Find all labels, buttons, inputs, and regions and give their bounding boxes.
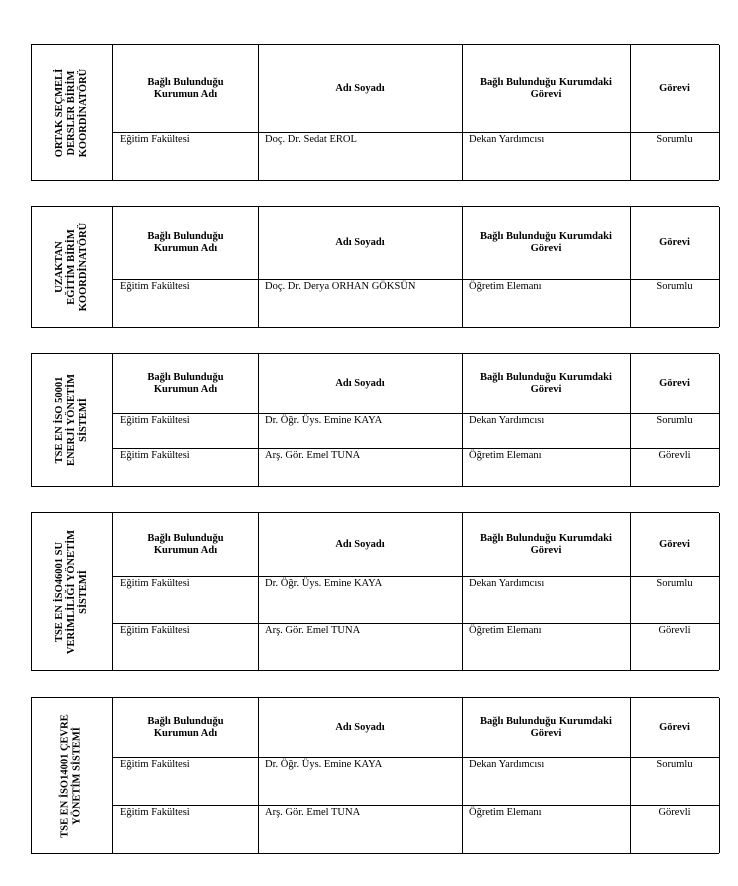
side-title-line: ENERJİ YÖNETİM <box>66 373 77 467</box>
side-title-text <box>54 68 90 156</box>
cell-position: Öğretim Elemanı <box>469 450 542 461</box>
row-divider <box>113 623 719 624</box>
cell-position: Öğretim Elemanı <box>469 625 542 636</box>
cell-role: Görevli <box>658 625 691 636</box>
table-grid <box>113 698 720 853</box>
cell-institution: Eğitim Fakültesi <box>120 759 190 770</box>
assignment-table <box>31 512 719 671</box>
cell-name: Dr. Öğr. Üys. Emine KAYA <box>265 415 383 426</box>
side-title-line: TSE EN İSO14001 ÇEVRE <box>60 713 71 838</box>
header-divider <box>113 413 719 414</box>
header-role: Görevi <box>659 82 690 94</box>
cell-position: Dekan Yardımcısı <box>469 578 545 589</box>
row-divider <box>113 448 719 449</box>
side-title-line: KOORDİNATÖRÜ <box>78 68 90 157</box>
header-institution: Bağlı Bulunduğu Kurumun Adı <box>147 715 224 739</box>
cell-position: Dekan Yardımcısı <box>469 415 545 426</box>
side-title-text <box>60 714 84 837</box>
cell-institution: Eğitim Fakültesi <box>120 578 190 589</box>
side-title-text <box>54 374 90 466</box>
cell-institution: Eğitim Fakültesi <box>120 134 190 145</box>
header-position: Bağlı Bulunduğu Kurumdaki Görevi <box>480 532 612 556</box>
table-side-title <box>32 207 113 327</box>
header-role: Görevi <box>659 237 690 248</box>
cell-role: Sorumlu <box>656 759 693 770</box>
header-name: Adı Soyadı <box>335 721 385 733</box>
cell-name: Dr. Öğr. Üys. Emine KAYA <box>265 759 383 770</box>
table-grid <box>113 354 720 486</box>
side-title-text <box>54 529 90 653</box>
side-title-line: ORTAK SEÇMELİ <box>54 68 66 157</box>
header-institution: Bağlı Bulunduğu Kurumun Adı <box>147 76 224 100</box>
cell-role: Sorumlu <box>656 578 693 589</box>
row-divider <box>113 805 719 806</box>
header-position: Bağlı Bulunduğu Kurumdaki Görevi <box>480 371 612 395</box>
header-institution: Bağlı Bulunduğu Kurumun Adı <box>147 231 224 254</box>
header-role: Görevi <box>659 377 690 389</box>
header-name: Adı Soyadı <box>335 538 385 550</box>
header-role: Görevi <box>659 721 690 733</box>
side-title-line: TSE EN İSO 50001 <box>54 376 65 464</box>
side-title-line: KOORDİNATÖRÜ <box>78 222 90 312</box>
header-divider <box>113 279 719 280</box>
assignment-table <box>31 697 719 854</box>
cell-name: Arş. Gör. Emel TUNA <box>265 625 361 636</box>
header-institution: Bağlı Bulunduğu Kurumun Adı <box>147 371 224 395</box>
side-title-line: SİSTEMİ <box>78 569 90 614</box>
assignment-table <box>31 44 719 181</box>
header-divider <box>113 576 719 577</box>
cell-institution: Eğitim Fakültesi <box>120 415 190 426</box>
assignment-table <box>31 353 719 487</box>
header-name: Adı Soyadı <box>335 82 385 94</box>
header-role: Görevi <box>659 538 690 550</box>
assignment-table <box>31 206 719 328</box>
cell-role: Görevli <box>658 807 691 818</box>
cell-institution: Eğitim Fakültesi <box>120 625 190 636</box>
side-title-line: EĞİTİM BİRİM <box>66 229 78 305</box>
header-divider <box>113 757 719 758</box>
cell-position: Öğretim Elemanı <box>469 807 542 818</box>
cell-name: Dr. Öğr. Üys. Emine KAYA <box>265 578 383 589</box>
table-grid <box>113 513 720 670</box>
cell-role: Sorumlu <box>656 134 693 145</box>
header-institution: Bağlı Bulunduğu Kurumun Adı <box>147 532 224 556</box>
cell-role: Sorumlu <box>656 281 693 292</box>
header-position: Bağlı Bulunduğu Kurumdaki Görevi <box>480 76 612 100</box>
header-position: Bağlı Bulunduğu Kurumdaki Görevi <box>480 715 612 739</box>
table-side-title <box>32 45 113 180</box>
table-grid <box>113 207 720 327</box>
cell-name: Arş. Gör. Emel TUNA <box>265 807 361 818</box>
cell-institution: Eğitim Fakültesi <box>120 281 190 292</box>
table-side-title <box>32 354 113 486</box>
cell-position: Dekan Yardımcısı <box>469 134 545 145</box>
cell-name: Arş. Gör. Emel TUNA <box>265 450 361 461</box>
cell-role: Görevli <box>658 450 691 461</box>
table-grid <box>113 45 720 180</box>
cell-role: Sorumlu <box>656 415 693 426</box>
side-title-line: VERİMLİLİĞİ YÖNETİM <box>66 529 78 654</box>
header-divider <box>113 132 719 133</box>
side-title-line: TSE EN İSO46001 SU <box>54 541 66 642</box>
header-name: Adı Soyadı <box>335 237 385 248</box>
side-title-line: DERSLER BİRİM <box>66 70 78 155</box>
side-title-text <box>54 223 90 311</box>
cell-name: Doç. Dr. Derya ORHAN GÖKSÜN <box>265 281 416 292</box>
table-side-title <box>32 698 113 853</box>
side-title-line: YÖNETİM SİSTEMİ <box>72 726 83 825</box>
cell-name: Doç. Dr. Sedat EROL <box>265 134 357 145</box>
side-title-line: SİSTEMİ <box>78 398 89 442</box>
side-title-line: UZAKTAN <box>54 241 66 293</box>
cell-institution: Eğitim Fakültesi <box>120 807 190 818</box>
cell-position: Öğretim Elemanı <box>469 281 542 292</box>
cell-position: Dekan Yardımcısı <box>469 759 545 770</box>
table-side-title <box>32 513 113 670</box>
header-position: Bağlı Bulunduğu Kurumdaki Görevi <box>480 231 612 254</box>
header-name: Adı Soyadı <box>335 377 385 389</box>
cell-institution: Eğitim Fakültesi <box>120 450 190 461</box>
